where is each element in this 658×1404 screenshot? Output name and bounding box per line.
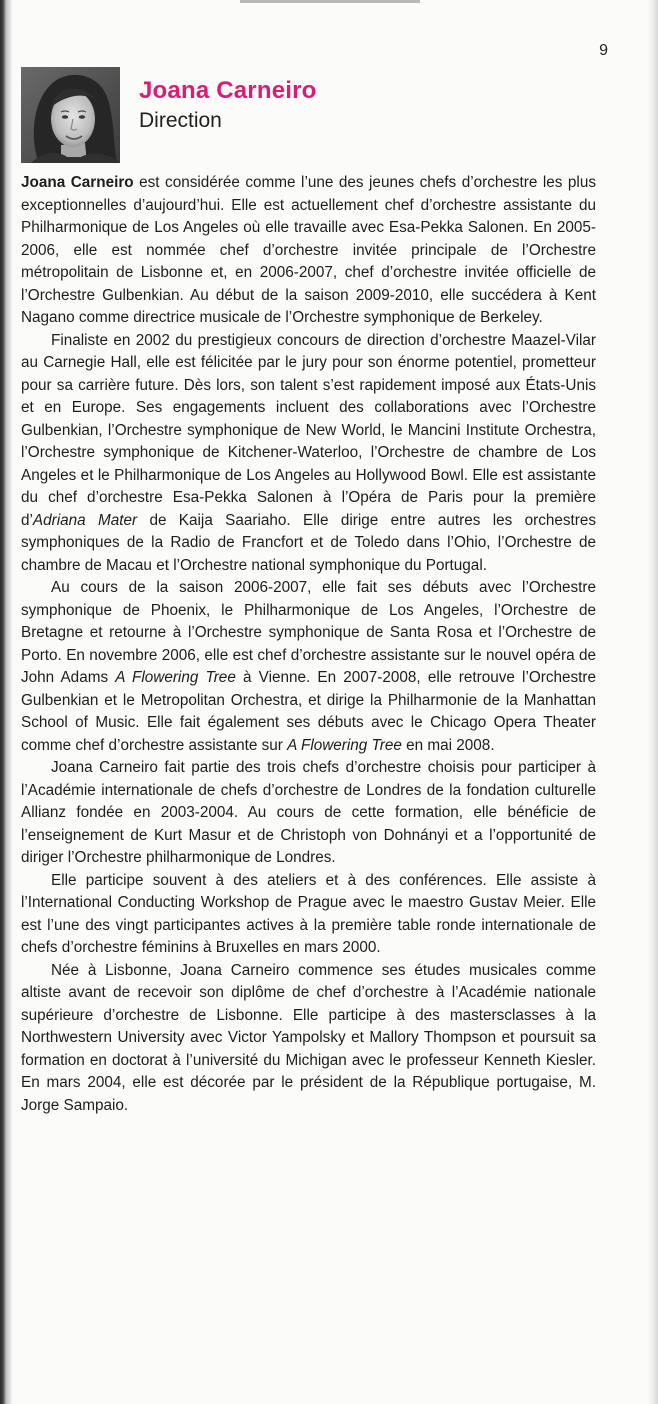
artist-name: Joana Carneiro — [139, 77, 317, 104]
bio-text: Finaliste en 2002 du prestigieux concours de direction d’orchestre Maazel-Vilar au Carnegie Hall, elle est félicitée par le jury pour son énorme potentiel, prometteur pour sa carrière future. Dès lors, son talent s’est rapidement imposé aux États-Unis et en Europe. Ses engagements incluent des collaborations avec l’Orchestre Gulbenkian, l’Orchestre symphonique de New World, le Mancini Institute Orchestra, l’Orchestre symphonique de Kitchener-Waterloo, l’Orchestre de chambre de Los Angeles et le Philharmonique de Los Angeles au Hollywood Bowl. Elle est assistante du chef d’orchestre Esa-Pekka Salonen à l’Opéra de Paris pour la première d’ — [21, 331, 596, 529]
bio-text: est considérée comme l’une des jeunes chefs d’orchestre les plus exceptionnelles d’aujourd’hui. Elle est actuellement chef d’orchestre assistante du Philharmonique de Los Angeles où elle travaille avec Esa-Pekka Salonen. En 2005-2006, elle est nommée chef d’orchestre invitée principale de l’Orchestre métropolitain de Lisbonne et, en 2006-2007, chef d’orchestre invitée officielle de l’Orchestre Gulbenkian. Au début de la saison 2009-2010, elle succédera à Kent Nagano comme directrice musicale de l’Orchestre symphonique de Berkeley. — [21, 174, 596, 326]
biography — [21, 172, 596, 1117]
bio-paragraph-5: Elle participe souvent à des ateliers et à des conférences. Elle assiste à l’International Conducting Workshop de Prague avec le maestro Gustav Meier. Elle est l’une des vingt participantes actives à la première table ronde internationale de chefs d’orchestre féminins à Bruxelles en mars 2000. — [21, 871, 596, 956]
scan-left-edge — [0, 0, 12, 1404]
work-title: Adriana Mater — [32, 511, 138, 529]
page-number: 9 — [599, 42, 608, 59]
scan-top-edge — [240, 0, 420, 3]
scan-right-edge — [648, 0, 658, 1404]
portrait-photo — [21, 67, 120, 163]
work-title: A Flowering Tree — [115, 669, 236, 686]
bio-paragraph-6: Née à Lisbonne, Joana Carneiro commence ses études musicales comme altiste avant de recevoir son diplôme de chef d’orchestre à l’Académie nationale supérieure d’orchestre de Lisbonne. Elle participe à des mastersclasses à la Northwestern University avec Victor Yampolsky et Mallory Thompson et poursuit sa formation en doctorat à l’université du Michigan avec le professeur Kenneth Kiesler. En mars 2004, elle est décorée par le président de la République portugaise, M. Jorge Sampaio. — [21, 961, 596, 1114]
bio-paragraph-2 — [21, 330, 596, 578]
bio-paragraph-3 — [21, 577, 596, 757]
bio-paragraph-4: Joana Carneiro fait partie des trois chefs d’orchestre choisis pour participer à l’Académie internationale de chefs d’orchestre de Londres de la fondation culturelle Allianz fondée en 2003-2004. Au cours de cette formation, elle bénéficie de l’enseignement de Kurt Masur et de Christoph von Dohnányi et a l’opportunité de diriger l’Orchestre philharmonique de Londres. — [21, 759, 596, 866]
bio-text: en mai 2008. — [401, 736, 495, 754]
work-title: A Flowering Tree — [287, 736, 402, 754]
bio-text: Au cours de la saison 2006-2007, elle fait ses débuts avec l’Orchestre symphonique de Phoenix, le Philharmonique de Los Angeles, l’Orchestre de Bretagne et retourne à l’Orchestre symphonique de Santa Rosa et l’Orchestre de Porto. En novembre 2006, elle est chef d’orchestre assistante sur le nouvel opéra de John Adams — [21, 579, 596, 686]
bio-paragraph-1 — [21, 172, 596, 330]
artist-role: Direction — [139, 109, 222, 132]
bio-name-lead: Joana Carneiro — [21, 174, 134, 191]
bio-text: à Vienne. En 2007-2008, elle retrouve l’Orchestre Gulbenkian et le Metropolitan Orchestra, et dirige la Philharmonie de la Manhattan School of Music. Elle fait également ses débuts avec le Chicago Opera Theater comme chef d’orchestre assistante sur — [21, 669, 597, 754]
bio-text: de Kaija Saariaho. Elle dirige entre autres les orchestres symphoniques de la Radio de Francfort et de Toledo dans l’Ohio, l’Orchestre de chambre de Macau et l’Orchestre national symphonique du Portugal. — [21, 511, 597, 574]
